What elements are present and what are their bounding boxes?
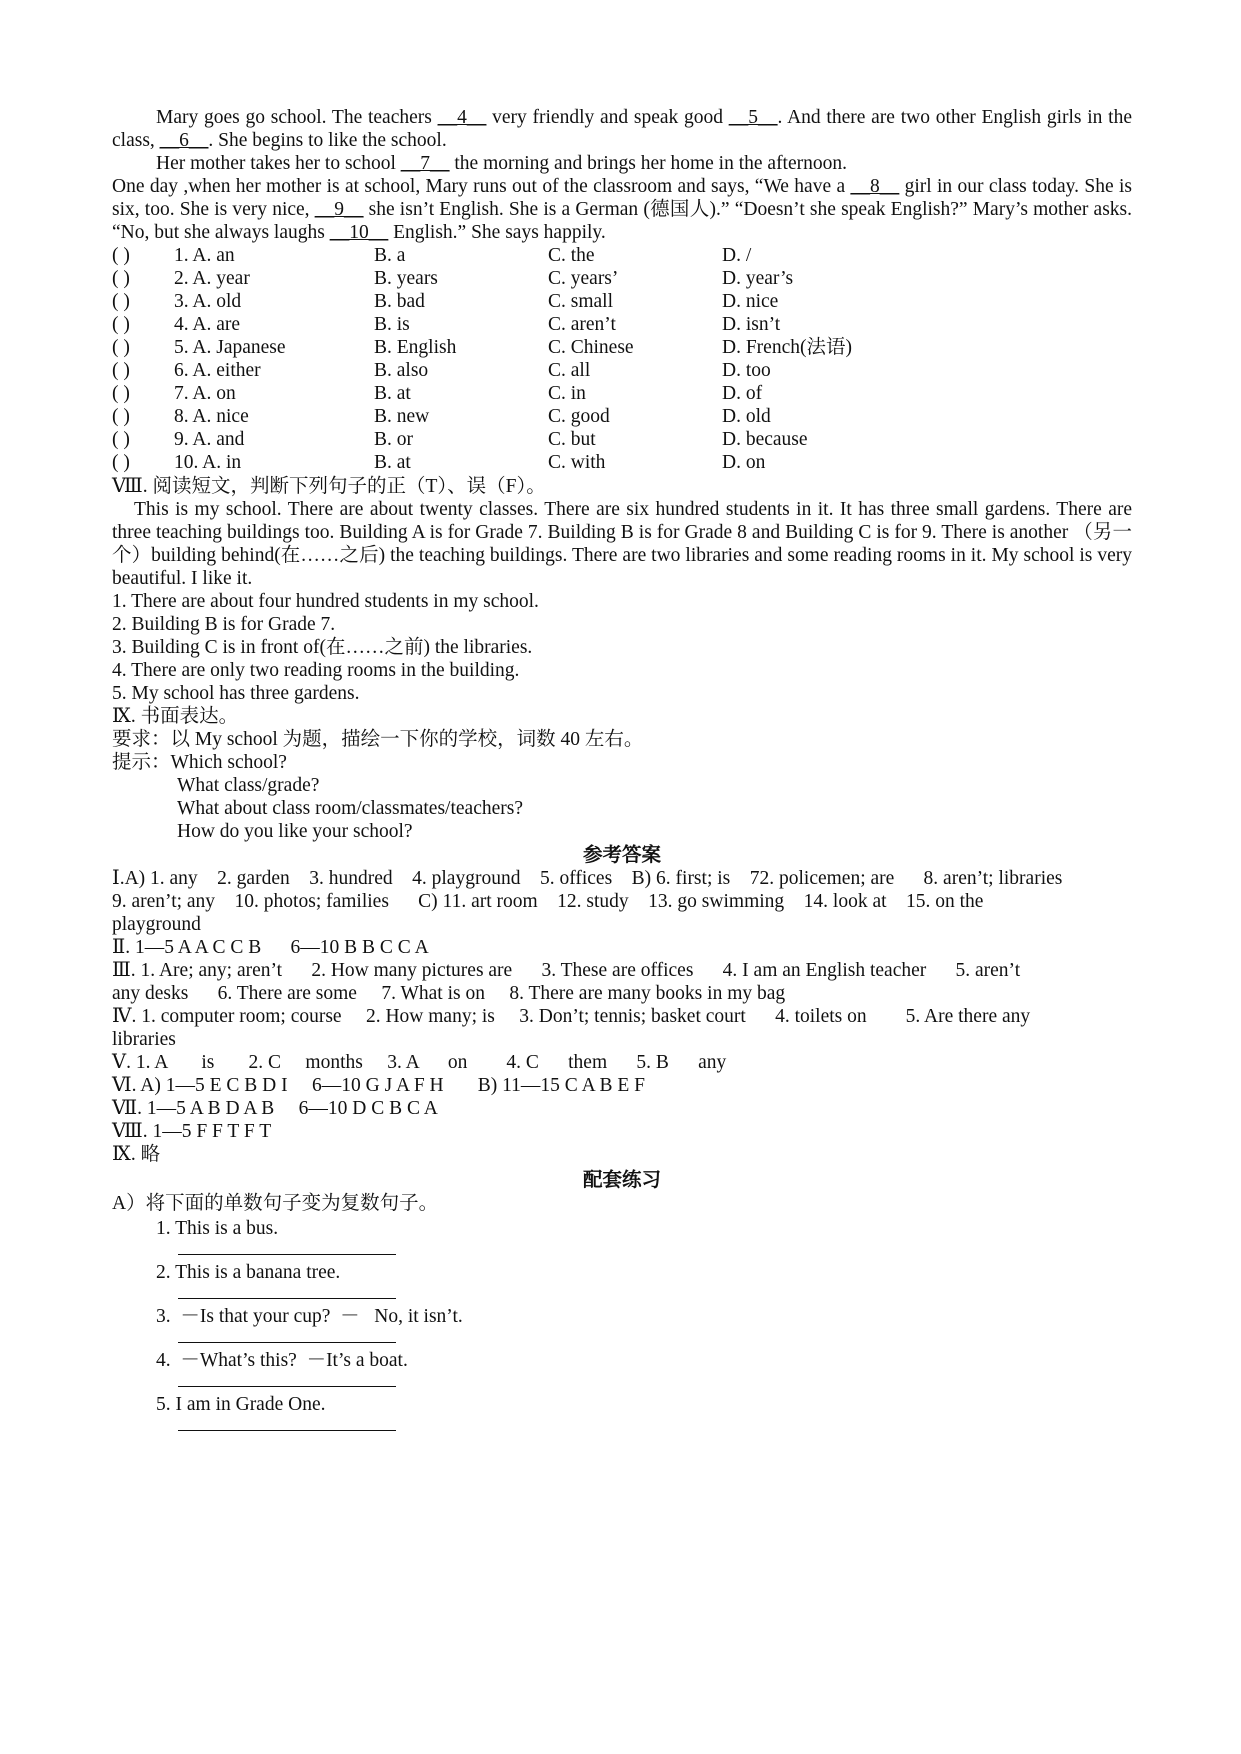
- option-d: D. old: [722, 406, 771, 427]
- answer-line: any desks 6. There are some 7. What is on 8. There are many books in my bag: [112, 983, 786, 1004]
- option-b: B. bad: [374, 291, 425, 312]
- answer-key-title: 参考答案: [582, 845, 661, 866]
- option-c: C. the: [548, 245, 595, 266]
- answer-bracket: ( ): [112, 291, 130, 312]
- answer-line: Ⅵ. A) 1—5 E C B D I 6—10 G J A F H B) 11—15 C A B E F: [112, 1075, 645, 1096]
- practice-item: 1. This is a bus.: [156, 1218, 279, 1239]
- option-a: 4. A. are: [174, 314, 241, 335]
- option-a: 1. A. an: [174, 245, 235, 266]
- practice-item: 5. I am in Grade One.: [156, 1394, 326, 1415]
- option-a: 5. A. Japanese: [174, 337, 286, 358]
- passage-text: . She begins to like the school.: [208, 130, 447, 151]
- passage-text: the morning and brings her home in the afternoon.: [449, 153, 847, 174]
- hint-label: 提示：: [112, 752, 171, 773]
- answer-blank: __5__: [728, 107, 778, 128]
- mc-question-row: [112, 451, 1132, 474]
- option-b: B. English: [374, 337, 457, 358]
- option-b: B. at: [374, 383, 411, 404]
- passage-text: girl in our class today. She is six, too. She is very nice,: [112, 176, 1132, 220]
- passage-text: Her mother takes her to school: [156, 153, 401, 174]
- option-d: D. /: [722, 245, 752, 266]
- mc-question-row: [112, 267, 1132, 290]
- answer-line-blank[interactable]: [178, 1284, 396, 1299]
- multiple-choice-list: [112, 244, 1132, 474]
- option-d: D. too: [722, 360, 771, 381]
- mc-question-row: [112, 313, 1132, 336]
- answer-line: Ⅶ. 1—5 A B D A B 6—10 D C B C A: [112, 1098, 438, 1119]
- practice-list: [112, 1217, 1132, 1431]
- mc-question-row: [112, 336, 1132, 359]
- answer-line: Ⅲ. 1. Are; any; aren’t 2. How many pictures are 3. These are offices 4. I am an English teacher 5. aren’t: [112, 960, 1021, 981]
- hint-2: What class/grade?: [177, 775, 320, 796]
- passage-text: very friendly and speak good: [486, 107, 729, 128]
- answer-bracket: ( ): [112, 314, 130, 335]
- answer-line: Ⅱ. 1—5 A A C C B 6—10 B B C C A: [112, 937, 429, 958]
- option-d: D. year’s: [722, 268, 794, 289]
- option-c: C. good: [548, 406, 610, 427]
- hint-1: Which school?: [170, 752, 287, 773]
- answer-bracket: ( ): [112, 383, 130, 404]
- option-b: B. a: [374, 245, 406, 266]
- answer-blank: __9__: [314, 199, 364, 220]
- answer-key: [112, 867, 1132, 1166]
- passage-text: . And there are two other English girls in the class,: [112, 107, 1133, 151]
- true-false-item: 5. My school has three gardens.: [112, 683, 360, 704]
- mc-question-row: [112, 405, 1132, 428]
- option-b: B. at: [374, 452, 411, 473]
- answer-line-blank[interactable]: [178, 1416, 396, 1431]
- option-a: 9. A. and: [174, 429, 245, 450]
- answer-bracket: ( ): [112, 337, 130, 358]
- answer-bracket: ( ): [112, 452, 130, 473]
- passage-text: she isn’t English. She is a German (德国人).” “Doesn’t she speak English?” Mary’s mother asks. “No, but she always laughs: [112, 199, 1132, 243]
- hint-4: How do you like your school?: [177, 821, 413, 842]
- passage-text: English.” She says happily.: [388, 222, 606, 243]
- option-c: C. aren’t: [548, 314, 616, 335]
- answer-bracket: ( ): [112, 268, 130, 289]
- option-d: D. nice: [722, 291, 779, 312]
- answer-line: playground: [112, 914, 201, 935]
- passage-text: Mary goes go school. The teachers: [156, 107, 438, 128]
- answer-line: Ⅸ. 略: [112, 1144, 161, 1165]
- true-false-list: [112, 590, 1132, 705]
- option-a: 7. A. on: [174, 383, 236, 404]
- practice-title: 配套练习: [582, 1170, 661, 1191]
- mc-question-row: [112, 428, 1132, 451]
- answer-blank: __8__: [850, 176, 900, 197]
- option-d: D. on: [722, 452, 766, 473]
- answer-line: Ⅰ.A) 1. any 2. garden 3. hundred 4. playground 5. offices B) 6. first; is 72. policemen; are 8. aren’t; libraries: [112, 868, 1063, 889]
- answer-blank: __6__: [159, 130, 209, 151]
- true-false-item: 4. There are only two reading rooms in the building.: [112, 660, 520, 681]
- answer-line-blank[interactable]: [178, 1372, 396, 1387]
- answer-line: 9. aren’t; any 10. photos; families C) 11. art room 12. study 13. go swimming 14. look at 15. on the: [112, 891, 984, 912]
- true-false-item: 1. There are about four hundred students in my school.: [112, 591, 539, 612]
- option-b: B. new: [374, 406, 430, 427]
- mc-question-row: [112, 382, 1132, 405]
- section-8-passage: This is my school. There are about twenty classes. There are six hundred students in it. It has three small gardens. There are three teaching buildings too. Building A is for Grade 7. Building B is for Grade 8 and Building C is for 9. There is another （另一个）building behind(在……之后) the teaching buildings. There are two libraries and some reading rooms in it. My school is very beautiful. I like it.: [112, 499, 1132, 589]
- true-false-item: 2. Building B is for Grade 7.: [112, 614, 336, 635]
- option-d: D. of: [722, 383, 763, 404]
- passage-paragraph-3: [112, 175, 1132, 244]
- answer-bracket: ( ): [112, 406, 130, 427]
- option-a: 6. A. either: [174, 360, 261, 381]
- practice-item: 3. －Is that your cup? － No, it isn’t.: [156, 1306, 463, 1327]
- option-a: 8. A. nice: [174, 406, 249, 427]
- passage-text: One day ,when her mother is at school, Mary runs out of the classroom and says, “We have a: [112, 176, 851, 197]
- option-c: C. in: [548, 383, 586, 404]
- passage-paragraph-2: [112, 152, 1132, 175]
- true-false-item: 3. Building C is in front of(在……之前) the libraries.: [112, 637, 533, 658]
- option-b: B. or: [374, 429, 413, 450]
- practice-item: 2. This is a banana tree.: [156, 1262, 341, 1283]
- writing-requirement: 要求：以 My school 为题，描绘一下你的学校，词数 40 左右。: [112, 729, 644, 750]
- mc-question-row: [112, 290, 1132, 313]
- option-c: C. but: [548, 429, 596, 450]
- passage-paragraph-1: [112, 106, 1132, 152]
- option-d: D. because: [722, 429, 808, 450]
- hint-3: What about class room/classmates/teachers?: [177, 798, 523, 819]
- answer-bracket: ( ): [112, 245, 130, 266]
- practice-heading: A）将下面的单数句子变为复数句子。: [112, 1193, 439, 1214]
- option-a: 10. A. in: [174, 452, 242, 473]
- option-b: B. is: [374, 314, 410, 335]
- option-c: C. years’: [548, 268, 619, 289]
- mc-question-row: [112, 244, 1132, 267]
- answer-bracket: ( ): [112, 360, 130, 381]
- answer-line: Ⅴ. 1. A is 2. C months 3. A on 4. C them 5. B any: [112, 1052, 727, 1073]
- option-c: C. small: [548, 291, 614, 312]
- answer-blank: __4__: [437, 107, 487, 128]
- worksheet-page: [112, 106, 1132, 1437]
- option-b: B. also: [374, 360, 429, 381]
- option-a: 3. A. old: [174, 291, 242, 312]
- answer-line-blank[interactable]: [178, 1240, 396, 1255]
- option-c: C. all: [548, 360, 591, 381]
- option-d: D. French(法语): [722, 337, 852, 358]
- mc-question-row: [112, 359, 1132, 382]
- practice-item: 4. －What’s this? －It’s a boat.: [156, 1350, 408, 1371]
- option-d: D. isn’t: [722, 314, 781, 335]
- section-9-heading: Ⅸ. 书面表达。: [112, 706, 239, 727]
- answer-blank: __10__: [329, 222, 389, 243]
- section-8-heading: Ⅷ. 阅读短文，判断下列句子的正（T）、误（F）。: [112, 476, 546, 497]
- option-c: C. with: [548, 452, 606, 473]
- option-c: C. Chinese: [548, 337, 634, 358]
- option-b: B. years: [374, 268, 438, 289]
- answer-line: libraries: [112, 1029, 176, 1050]
- option-a: 2. A. year: [174, 268, 250, 289]
- answer-line: Ⅳ. 1. computer room; course 2. How many; is 3. Don’t; tennis; basket court 4. toilets on 5. Are there any: [112, 1006, 1031, 1027]
- answer-bracket: ( ): [112, 429, 130, 450]
- answer-line-blank[interactable]: [178, 1328, 396, 1343]
- answer-blank: __7__: [400, 153, 450, 174]
- answer-line: Ⅷ. 1—5 F F T F T: [112, 1121, 272, 1142]
- writing-hints: [112, 751, 1132, 843]
